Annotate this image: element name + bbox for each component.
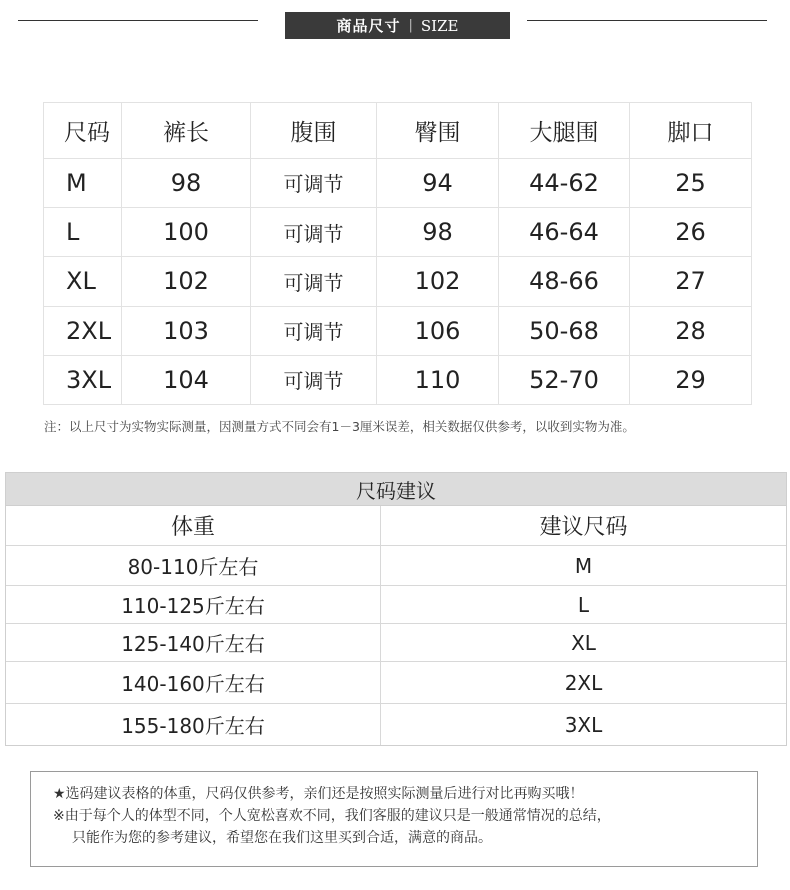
measurement-note: 注：以上尺寸为实物实际测量，因测量方式不同会有1－3厘米误差，相关数据仅供参考，以收到实物为准。	[44, 419, 635, 434]
header-length: 裤长	[122, 103, 251, 159]
header-hip: 臀围	[377, 103, 499, 159]
header-separator: |	[408, 18, 413, 33]
header-rule-left	[18, 20, 258, 21]
length-cell: 102	[122, 257, 251, 306]
header-thigh: 大腿围	[499, 103, 630, 159]
waist-cell: 可调节	[251, 257, 377, 306]
hip-cell: 94	[377, 158, 499, 207]
suggested-size-cell: 3XL	[564, 712, 603, 737]
length-cell: 100	[122, 208, 251, 257]
weight-cell: 80-110斤左右	[6, 546, 381, 585]
size-chart-table	[43, 102, 752, 405]
hip-cell: 102	[377, 257, 499, 306]
size-cell: L	[44, 208, 122, 257]
table-row	[44, 208, 752, 257]
thigh-cell: 46-64	[499, 208, 630, 257]
length-cell: 98	[122, 158, 251, 207]
header-waist: 腹围	[251, 103, 377, 159]
header-size: 尺码	[44, 103, 122, 159]
hem-cell: 25	[630, 158, 752, 207]
size-cell: XL	[44, 257, 122, 306]
suggested-size-cell: M	[574, 553, 593, 578]
size-tips-box	[30, 771, 758, 867]
waist-cell: 可调节	[251, 306, 377, 355]
header-weight: 体重	[6, 506, 381, 545]
table-row	[6, 586, 786, 624]
table-row	[6, 662, 786, 704]
weight-cell: 110-125斤左右	[6, 586, 381, 623]
table-row	[44, 158, 752, 207]
waist-cell: 可调节	[251, 208, 377, 257]
tip-line-3: 只能作为您的参考建议，希望您在我们这里买到合适，满意的商品。	[72, 830, 492, 846]
size-table-header-row	[44, 103, 752, 159]
header-rule-right	[527, 20, 767, 21]
tip-line-2: ※由于每个人的体型不同，个人宽松喜欢不同，我们客服的建议只是一般通常情况的总结，	[53, 808, 611, 824]
header-suggested-size: 建议尺码	[539, 515, 628, 540]
thigh-cell: 44-62	[499, 158, 630, 207]
hem-cell: 29	[630, 355, 752, 404]
suggested-size-cell: XL	[571, 630, 596, 655]
thigh-cell: 48-66	[499, 257, 630, 306]
size-cell: 3XL	[44, 355, 122, 404]
size-cell: 2XL	[44, 306, 122, 355]
table-row	[6, 704, 786, 745]
hem-cell: 27	[630, 257, 752, 306]
weight-cell: 155-180斤左右	[6, 704, 381, 745]
hip-cell: 110	[377, 355, 499, 404]
thigh-cell: 50-68	[499, 306, 630, 355]
table-row	[44, 306, 752, 355]
table-row	[6, 546, 786, 586]
hem-cell: 28	[630, 306, 752, 355]
header-hem: 脚口	[630, 103, 752, 159]
waist-cell: 可调节	[251, 355, 377, 404]
waist-cell: 可调节	[251, 158, 377, 207]
size-recommendation-table	[5, 472, 787, 746]
header-title-cn: 商品尺寸	[336, 17, 401, 35]
header-title-en: SIZE	[420, 16, 459, 35]
recommendation-header-row	[6, 506, 786, 546]
size-cell: M	[44, 158, 122, 207]
table-row	[6, 624, 786, 662]
length-cell: 104	[122, 355, 251, 404]
suggested-size-cell: 2XL	[564, 670, 603, 695]
hip-cell: 98	[377, 208, 499, 257]
recommendation-title: 尺码建议	[6, 473, 786, 506]
weight-cell: 140-160斤左右	[6, 662, 381, 703]
weight-cell: 125-140斤左右	[6, 624, 381, 661]
suggested-size-cell: L	[577, 592, 590, 617]
thigh-cell: 52-70	[499, 355, 630, 404]
tip-line-1: ★选码建议表格的体重，尺码仅供参考，亲们还是按照实际测量后进行对比再购买哦！	[53, 786, 584, 802]
table-row	[44, 257, 752, 306]
hem-cell: 26	[630, 208, 752, 257]
size-header-banner	[285, 12, 510, 39]
hip-cell: 106	[377, 306, 499, 355]
table-row	[44, 355, 752, 404]
length-cell: 103	[122, 306, 251, 355]
